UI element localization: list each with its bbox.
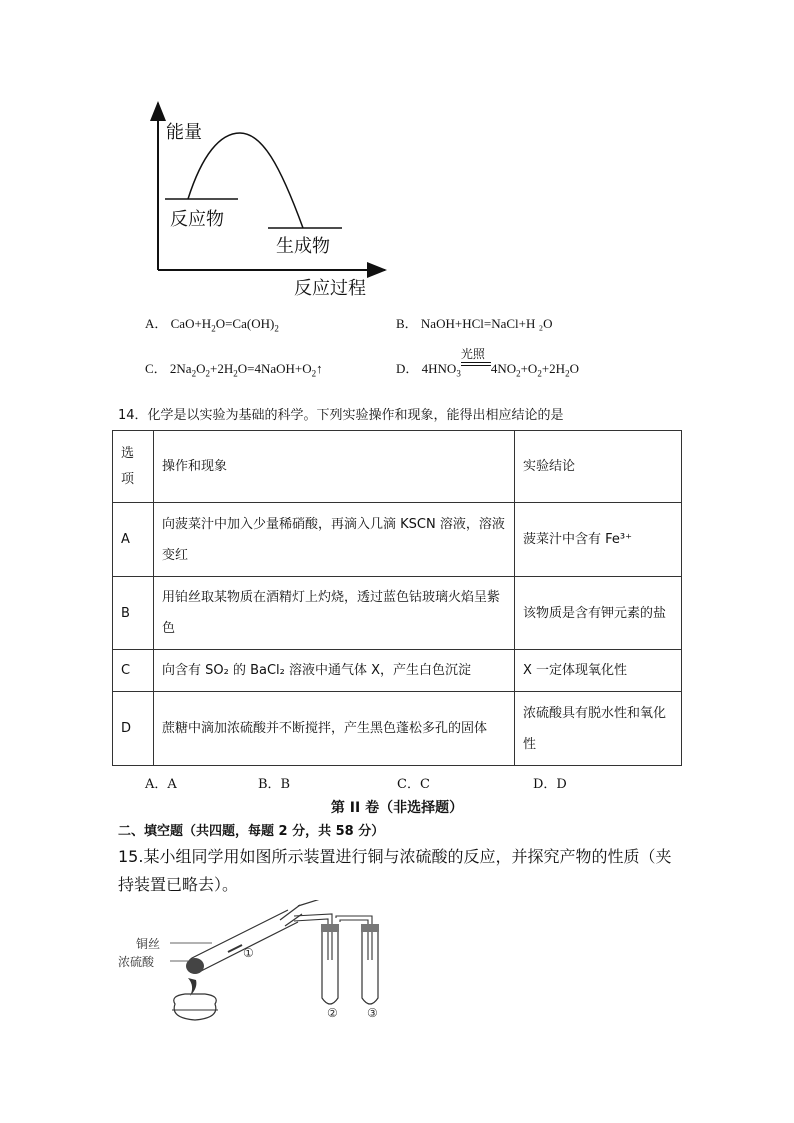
row-conclusion: X 一定体现氧化性 — [515, 650, 682, 692]
row-conclusion: 菠菜汁中含有 Fe³⁺ — [515, 503, 682, 577]
label-tube-2: ② — [327, 1006, 338, 1020]
row-option: A — [113, 503, 154, 577]
row-operation: 向菠菜汁中加入少量稀硝酸，再滴入几滴 KSCN 溶液，溶液变红 — [154, 503, 515, 577]
q14-stem: 14．化学是以实验为基础的科学。下列实验操作和现象，能得出相应结论的是 — [118, 408, 564, 423]
q13-option-d[interactable]: D． $4HNO_3$ 光照 $4NO_2+O_2+2H_2O$ — [396, 347, 579, 379]
test-tube-3 — [362, 928, 378, 1004]
label-copper-wire: 铜丝 — [136, 937, 161, 951]
header-conclusion: 实验结论 — [515, 431, 682, 503]
table-row — [113, 503, 682, 577]
equals-sign — [461, 362, 491, 366]
section-heading: 二、填空题（共四题，每题 2 分，共 58 分） — [118, 824, 385, 839]
row-option: C — [113, 650, 154, 692]
table-header-row — [113, 431, 682, 503]
q14-choice-a[interactable]: A．A — [145, 777, 177, 792]
x-axis-label: 反应过程 — [294, 278, 366, 299]
tube-2-stopper — [321, 924, 339, 932]
part2-title: 第 II 卷（非选择题） — [330, 800, 464, 816]
row-conclusion: 该物质是含有钾元素的盐 — [515, 577, 682, 650]
table-row — [113, 577, 682, 650]
label-tube-1: ① — [243, 946, 254, 960]
row-option: B — [113, 577, 154, 650]
table-row — [113, 692, 682, 766]
row-conclusion: 浓硫酸具有脱水性和氧化性 — [515, 692, 682, 766]
q14-table — [112, 430, 682, 766]
row-option: D — [113, 692, 154, 766]
delivery-tube — [294, 914, 332, 960]
row-operation: 用铂丝取某物质在酒精灯上灼烧，透过蓝色钴玻璃火焰呈紫色 — [154, 577, 515, 650]
product-label: 生成物 — [276, 236, 330, 257]
q13-option-b[interactable]: B． NaOH+HCl=NaCl+H ₂O — [396, 316, 553, 331]
table-row — [113, 650, 682, 692]
q15-stem: 15.某小组同学用如图所示装置进行铜与浓硫酸的反应，并探究产物的性质（夹持装置已略去）。 — [118, 847, 672, 894]
connector-tube — [336, 916, 372, 960]
q14-choice-b[interactable]: B．B — [258, 777, 291, 792]
row-operation: 向含有 SO₂ 的 BaCl₂ 溶液中通气体 X，产生白色沉淀 — [154, 650, 515, 692]
header-option: 选 项 — [113, 431, 154, 503]
q13-option-a[interactable]: A． $CaO+H_2O=Ca(OH)_2$ — [145, 316, 279, 334]
y-axis-label: 能量 — [166, 122, 202, 143]
reaction-condition: 光照 — [460, 347, 485, 361]
test-tube-1 — [187, 900, 330, 972]
q13-option-c[interactable]: C． $2Na_2O_2+2H_2O=4NaOH+O_2↑$ — [145, 361, 323, 379]
q14-choice-d[interactable]: D．D — [533, 777, 567, 792]
reactant-label: 反应物 — [170, 209, 224, 230]
tube-3-stopper — [361, 924, 379, 932]
header-operation: 操作和现象 — [154, 431, 515, 503]
alcohol-lamp — [172, 958, 218, 1020]
test-tube-2 — [322, 928, 338, 1004]
label-tube-3: ③ — [367, 1006, 378, 1020]
row-operation: 蔗糖中滴加浓硫酸并不断搅拌，产生黑色蓬松多孔的固体 — [154, 692, 515, 766]
label-conc-acid: 浓硫酸 — [118, 955, 155, 969]
apparatus-diagram — [110, 900, 410, 1025]
q14-choice-c[interactable]: C．C — [397, 777, 430, 792]
